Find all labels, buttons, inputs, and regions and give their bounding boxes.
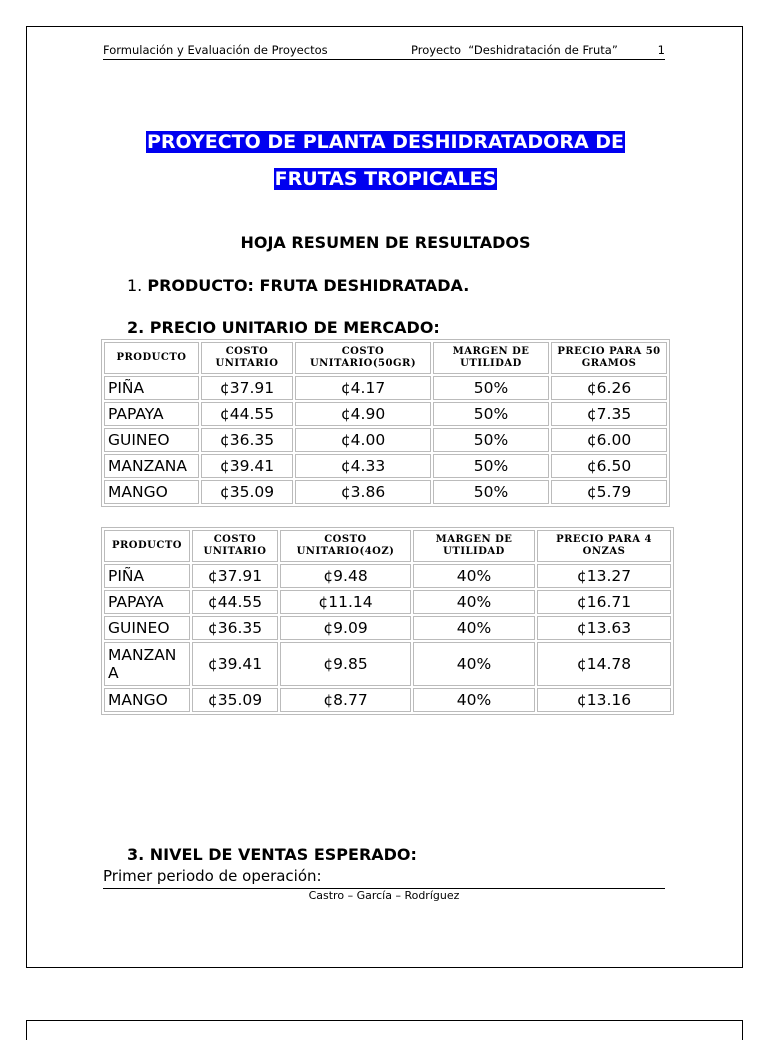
price-cell: ¢16.71: [537, 590, 671, 614]
table-header-cell: PRODUCTO: [104, 530, 190, 562]
header-course: Formulación y Evaluación de Proyectos: [103, 43, 328, 57]
product-cell: MANZANA: [104, 454, 199, 478]
margin-cell: 40%: [413, 590, 535, 614]
product-cell: MANGO: [104, 688, 190, 712]
margin-cell: 50%: [433, 376, 549, 400]
table-header-cell: COSTO UNITARIO(50GR): [295, 342, 431, 374]
price-cell: ¢6.26: [551, 376, 667, 400]
table-row: [104, 642, 671, 686]
table-row: [104, 402, 667, 426]
cost-cell: ¢44.55: [201, 402, 293, 426]
unit-cost-cell: ¢9.48: [280, 564, 411, 588]
margin-cell: 40%: [413, 564, 535, 588]
price-cell: ¢6.00: [551, 428, 667, 452]
table-header-cell: COSTO UNITARIO: [201, 342, 293, 374]
margin-cell: 50%: [433, 428, 549, 452]
unit-cost-cell: ¢4.33: [295, 454, 431, 478]
page-footer: Castro – García – Rodríguez: [308, 889, 460, 902]
product-cell: PIÑA: [104, 564, 190, 588]
title-line-1: [27, 130, 744, 155]
next-page-edge: [26, 1020, 743, 1040]
summary-heading: HOJA RESUMEN DE RESULTADOS: [240, 233, 531, 252]
cost-cell: ¢36.35: [201, 428, 293, 452]
page-header: [103, 43, 665, 60]
table-row: [104, 564, 671, 588]
table-header-cell: MARGEN DE UTILIDAD: [413, 530, 535, 562]
table-row: [104, 590, 671, 614]
first-period-label: Primer periodo de operación:: [103, 867, 665, 889]
table-header-cell: PRECIO PARA 50 GRAMOS: [551, 342, 667, 374]
margin-cell: 50%: [433, 454, 549, 478]
table-header-cell: COSTO UNITARIO(4OZ): [280, 530, 411, 562]
unit-cost-cell: ¢4.90: [295, 402, 431, 426]
product-cell: PAPAYA: [104, 590, 190, 614]
unit-cost-cell: ¢9.09: [280, 616, 411, 640]
cost-cell: ¢37.91: [192, 564, 278, 588]
product-cell: PAPAYA: [104, 402, 199, 426]
price-cell: ¢7.35: [551, 402, 667, 426]
title-line-2: [27, 167, 744, 192]
price-cell: ¢14.78: [537, 642, 671, 686]
table-header-cell: PRECIO PARA 4 ONZAS: [537, 530, 671, 562]
table-header-cell: MARGEN DE UTILIDAD: [433, 342, 549, 374]
unit-cost-cell: ¢4.17: [295, 376, 431, 400]
table-row: [104, 454, 667, 478]
margin-cell: 40%: [413, 688, 535, 712]
table-row: [104, 688, 671, 712]
unit-cost-cell: ¢3.86: [295, 480, 431, 504]
section-3-heading: 3. NIVEL DE VENTAS ESPERADO:: [127, 845, 417, 864]
unit-cost-cell: ¢4.00: [295, 428, 431, 452]
section-1-number: 1.: [127, 276, 143, 295]
cost-cell: ¢44.55: [192, 590, 278, 614]
price-table-50g: [101, 339, 670, 507]
unit-cost-cell: ¢11.14: [280, 590, 411, 614]
cost-cell: ¢36.35: [192, 616, 278, 640]
table-row: [104, 376, 667, 400]
unit-cost-cell: ¢9.85: [280, 642, 411, 686]
margin-cell: 50%: [433, 480, 549, 504]
product-cell: GUINEO: [104, 616, 190, 640]
page-number: 1: [657, 43, 665, 57]
product-cell: MANZANA: [104, 642, 190, 686]
cost-cell: ¢35.09: [201, 480, 293, 504]
section-1-heading: [127, 276, 469, 296]
table-header-cell: COSTO UNITARIO: [192, 530, 278, 562]
unit-cost-cell: ¢8.77: [280, 688, 411, 712]
price-cell: ¢13.16: [537, 688, 671, 712]
table-row: [104, 616, 671, 640]
document-page: [26, 26, 743, 968]
margin-cell: 50%: [433, 402, 549, 426]
cost-cell: ¢39.41: [201, 454, 293, 478]
product-cell: PIÑA: [104, 376, 199, 400]
product-cell: MANGO: [104, 480, 199, 504]
margin-cell: 40%: [413, 616, 535, 640]
section-1-text: PRODUCTO: FRUTA DESHIDRATADA.: [147, 276, 470, 295]
price-cell: ¢13.27: [537, 564, 671, 588]
margin-cell: 40%: [413, 642, 535, 686]
table-row: [104, 428, 667, 452]
title-text-1: PROYECTO DE PLANTA DESHIDRATADORA DE: [146, 131, 625, 153]
product-cell: GUINEO: [104, 428, 199, 452]
title-text-2: FRUTAS TROPICALES: [274, 168, 497, 190]
price-cell: ¢6.50: [551, 454, 667, 478]
price-table-4oz: [101, 527, 674, 715]
price-cell: ¢5.79: [551, 480, 667, 504]
price-cell: ¢13.63: [537, 616, 671, 640]
cost-cell: ¢35.09: [192, 688, 278, 712]
table-header-cell: PRODUCTO: [104, 342, 199, 374]
table-row: [104, 480, 667, 504]
section-2-heading: 2. PRECIO UNITARIO DE MERCADO:: [127, 318, 440, 337]
cost-cell: ¢37.91: [201, 376, 293, 400]
header-project: Proyecto “Deshidratación de Fruta”: [411, 43, 618, 57]
cost-cell: ¢39.41: [192, 642, 278, 686]
